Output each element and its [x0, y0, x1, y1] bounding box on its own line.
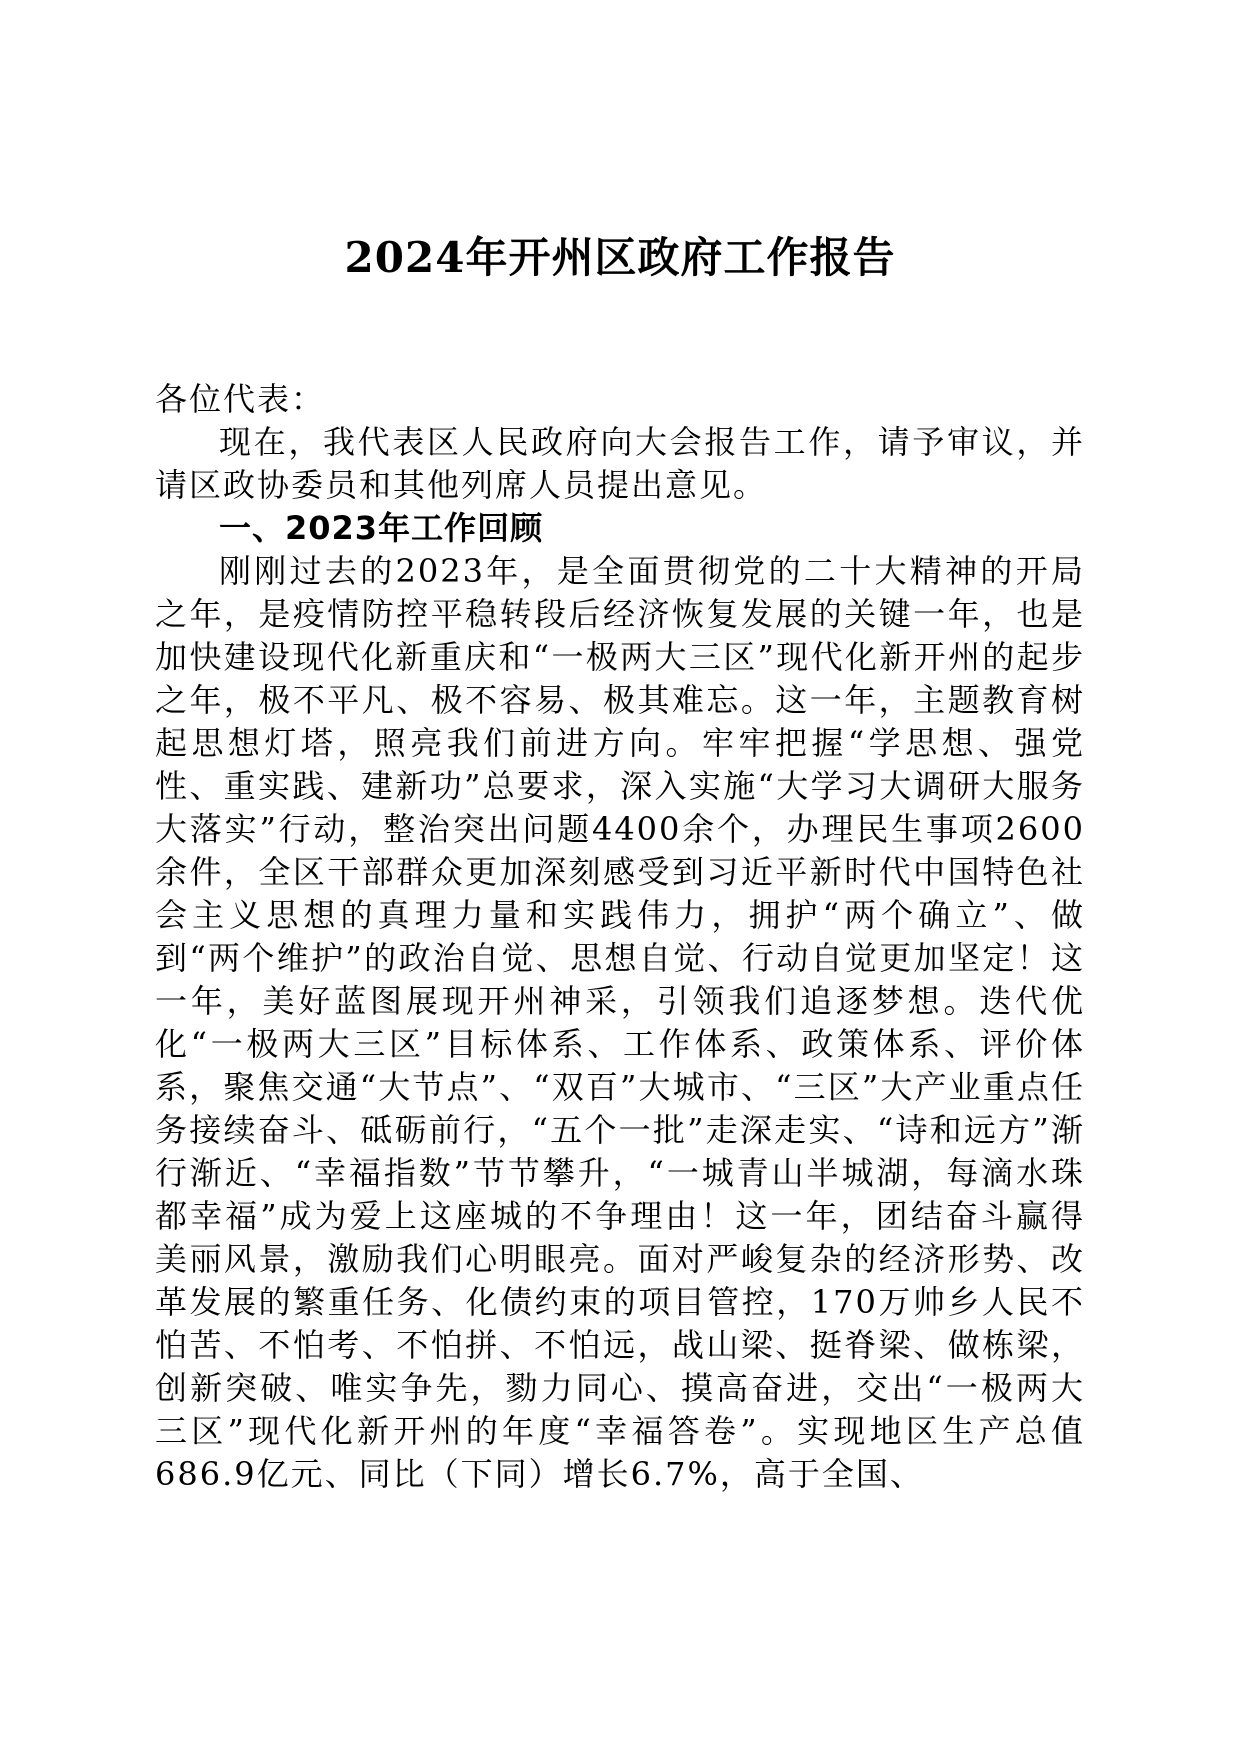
salutation: 各位代表： [155, 380, 326, 418]
document-title: 2024年开州区政府工作报告 [344, 233, 896, 282]
section-paragraph: 刚刚过去的2023年，是全面贯彻党的二十大精神的开局之年，是疫情防控平稳转段后经济恢复发展的关键一年，也是加快建设现代化新重庆和“一极两大三区”现代化新开州的起步之年，极不平凡、极不容易、极其难忘。这一年，主题教育树起思想灯塔，照亮我们前进方向。牢牢把握“学思想、强党性、重实践、建新功”总要求，深入实施“大学习大调研大服务大落实”行动，整治突出问题4400余个，办理民生事项2600余件，全区干部群众更加深刻感受到习近平新时代中国特色社会主义思想的真理力量和实践伟力，拥护“两个确立”、做到“两个维护”的政治自觉、思想自觉、行动自觉更加坚定！这一年，美好蓝图展现开州神采，引领我们追逐梦想。迭代优化“一极两大三区”目标体系、工作体系、政策体系、评价体系，聚焦交通“大节点”、“双百”大城市、“三区”大产业重点任务接续奋斗、砥砺前行，“五个一批”走深走实、“诗和远方”渐行渐近、“幸福指数”节节攀升，“一城青山半城湖，每滴水珠都幸福”成为爱上这座城的不争理由！这一年，团结奋斗赢得美丽风景，激励我们心明眼亮。面对严峻复杂的经济形势、改革发展的繁重任务、化债约束的项目管控，170万帅乡人民不怕苦、不怕考、不怕拼、不怕远，战山梁、挺脊梁、做栋梁，创新突破、唯实争先，勠力同心、摸高奋进，交出“一极两大三区”现代化新开州的年度“幸福答卷”。实现地区生产总值686.9亿元、同比（下同）增长6.7%，高于全国、 [155, 552, 1085, 1493]
intro-paragraph: 现在，我代表区人民政府向大会报告工作，请予审议，并请区政协委员和其他列席人员提出意见。 [155, 423, 1085, 504]
section-heading: 一、2023年工作回顾 [219, 509, 544, 547]
document-body [155, 378, 1085, 1496]
